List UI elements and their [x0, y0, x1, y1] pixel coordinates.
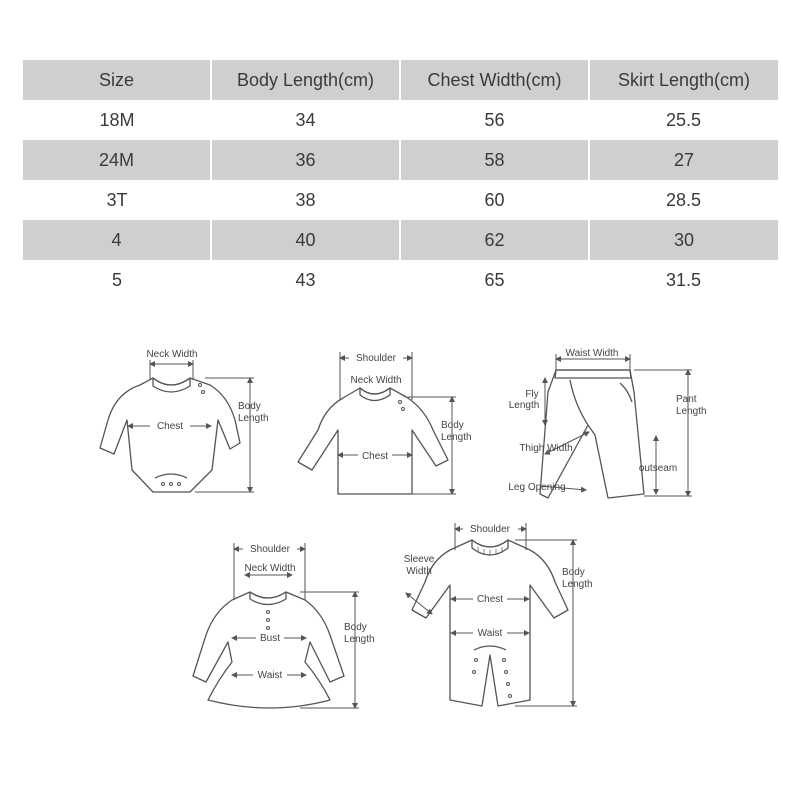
romper-length-label: Length [562, 579, 593, 590]
bodysuit-body-label: Body [238, 401, 261, 412]
romper-body-label: Body [562, 567, 585, 578]
cell-chest-width: 60 [484, 189, 505, 210]
cell-chest-width: 65 [484, 269, 505, 290]
romper-waist-label: Waist [477, 628, 503, 639]
romper-shoulder-label: Shoulder [469, 524, 511, 535]
header-chest-width: Chest Width(cm) [400, 60, 589, 100]
cell-skirt-length: 31.5 [665, 269, 702, 290]
romper-outline [412, 540, 568, 706]
pants-fly [570, 380, 588, 425]
dress-body-label: Body [344, 622, 367, 633]
romper-sleeve-label: Sleeve [403, 554, 435, 565]
cell-size: 24M [23, 140, 211, 180]
pants-pant-label: Pant [676, 394, 697, 405]
cell-body-length: 34 [295, 109, 316, 130]
shirt-chest-label: Chest [361, 451, 389, 462]
shirt-neck-width-label: Neck Width [350, 375, 402, 386]
dress-shoulder-label: Shoulder [249, 544, 291, 555]
bodysuit-diagram [100, 349, 269, 492]
romper-chest-label: Chest [476, 594, 504, 605]
cell-size: 18M [99, 109, 135, 130]
dress-waist-label: Waist [257, 670, 283, 681]
pants-thigh-width-label: Thigh Width [519, 443, 573, 454]
cell-chest-width: 56 [484, 109, 505, 130]
header-size: Size [23, 60, 211, 100]
dress-bust-label: Bust [259, 633, 281, 644]
cell-skirt-length: 30 [589, 220, 778, 260]
pants-diagram [508, 348, 706, 498]
cell-body-length: 43 [295, 269, 316, 290]
shirt-diagram [298, 352, 472, 494]
cell-body-length: 38 [295, 189, 316, 210]
dress-length-label: Length [344, 634, 375, 645]
pants-outseam-label: outseam [638, 463, 678, 474]
shirt-length-label: Length [441, 432, 472, 443]
cell-chest-width: 58 [400, 140, 589, 180]
cell-body-length: 36 [211, 140, 400, 180]
shirt-outline [298, 388, 448, 494]
bodysuit-length-label: Length [238, 413, 269, 424]
dress-neck-width-label: Neck Width [244, 563, 296, 574]
cell-size: 5 [111, 269, 122, 290]
header-skirt-length: Skirt Length(cm) [589, 60, 778, 100]
pants-fly-length-label: Length [508, 400, 540, 411]
shirt-collar [360, 388, 390, 401]
pants-length-label: Length [676, 406, 707, 417]
dress-collar [250, 592, 286, 605]
cell-skirt-length: 28.5 [665, 189, 702, 210]
pants-waist-width-label: Waist Width [565, 348, 619, 359]
romper-width-label: Width [406, 566, 432, 577]
cell-size: 4 [23, 220, 211, 260]
bodysuit-outline [100, 378, 240, 492]
dress-diagram [193, 543, 375, 708]
shirt-shoulder-label: Shoulder [355, 353, 397, 364]
pants-waistband [555, 370, 631, 378]
pants-leg-opening-label: Leg Opening [508, 482, 566, 493]
bodysuit-neck-width-label: Neck Width [146, 349, 198, 360]
pants-pocket [620, 383, 632, 402]
bodysuit-chest-label: Chest [156, 421, 184, 432]
pants-fly-label: Fly [525, 389, 539, 400]
cell-body-length: 40 [211, 220, 400, 260]
cell-chest-width: 62 [400, 220, 589, 260]
romper-diagram [404, 523, 593, 706]
shirt-body-label: Body [441, 420, 464, 431]
dress-outline [193, 592, 344, 708]
header-body-length: Body Length(cm) [211, 60, 400, 100]
bodysuit-crotch [155, 474, 187, 478]
bodysuit-collar [153, 378, 190, 392]
cell-skirt-length: 27 [589, 140, 778, 180]
cell-skirt-length: 25.5 [665, 109, 702, 130]
cell-size: 3T [106, 189, 128, 210]
pants-outline [540, 370, 644, 498]
